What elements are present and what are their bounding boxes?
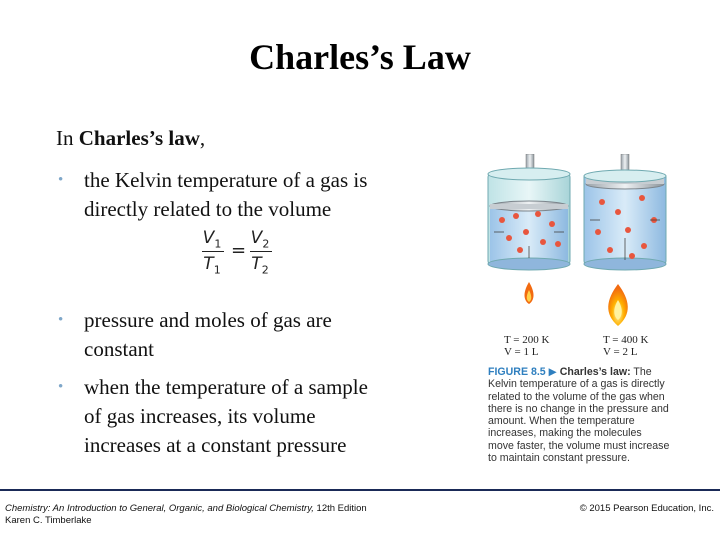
book-author: Karen C. Timberlake [5, 515, 92, 526]
footer-rule [0, 489, 720, 491]
bullet-dot: • [58, 172, 64, 188]
intro-suffix: , [199, 126, 206, 150]
bullet-text: the Kelvin temperature of a gas is directly related to the volume [84, 168, 368, 221]
book-title: Chemistry: An Introduction to General, Organic, and Biological Chemistry, [5, 503, 314, 514]
caption-bold: Charles’s law: [559, 366, 631, 378]
left-conditions: T = 200 K V = 1 L [504, 334, 550, 358]
charles-law-formula [200, 228, 276, 280]
numerator-right: $V_2$ [250, 228, 270, 251]
slide-title: Charles’s Law [249, 37, 471, 77]
footer-citation [5, 503, 367, 527]
bullet-text: pressure and moles of gas are constant [84, 308, 332, 361]
figure-caption [488, 366, 670, 464]
book-edition: 12th Edition [313, 503, 367, 514]
intro-bold: Charles’s law [78, 126, 200, 150]
denominator-left: $T_1$ [203, 254, 221, 277]
flame-small-icon [525, 282, 534, 304]
caption-text: The Kelvin temperature of a gas is directly related to the volume of the gas when there is no change in the pressure and amount. When the temperature increases, making the molecules move faster, the volume must increase to maintain constant pressure. [488, 366, 670, 465]
flame-large-icon [608, 284, 628, 326]
equals-sign: = [231, 240, 247, 261]
intro-prefix: In [56, 126, 79, 150]
intro-line [56, 126, 205, 151]
caption-arrow-icon: ▶ [548, 366, 557, 378]
bullet-dot: • [58, 379, 64, 395]
bullet-dot: • [58, 312, 64, 328]
fraction-bar [202, 251, 224, 252]
fraction-bar [250, 251, 272, 252]
denominator-right: $T_2$ [251, 254, 269, 277]
right-conditions: T = 400 K V = 2 L [603, 334, 649, 358]
bullet-text: when the temperature of a sample of gas increases, its volume increases at a constant pressure [84, 375, 368, 457]
footer-copyright: © 2015 Pearson Education, Inc. [579, 503, 714, 514]
numerator-left: $V_1$ [202, 228, 222, 251]
caption-label: FIGURE 8.5 [488, 366, 546, 378]
